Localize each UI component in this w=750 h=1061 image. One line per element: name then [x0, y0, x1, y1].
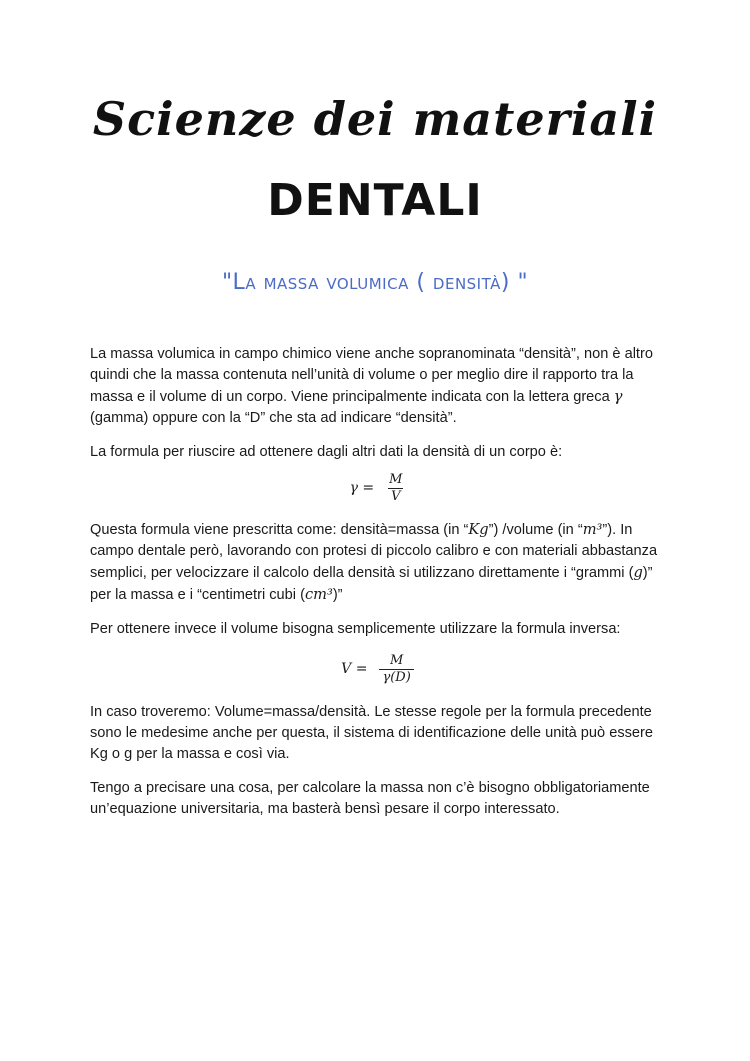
paragraph-volume: In caso troveremo: Volume=massa/densità. Le stesse regole per la formula precedente sono le medesime anche per questa, il sistema di identificazione delle unità può essere Kg o g per la massa e così via.: [90, 704, 653, 762]
title-line-1: Scienze dei materiali: [92, 92, 658, 146]
formula2-numerator: M: [389, 653, 404, 668]
formula2-fraction: [379, 653, 413, 686]
formula-lhs: γ =: [349, 480, 375, 496]
title-line-2: DENTALI: [267, 175, 483, 226]
volume-formula: [90, 653, 665, 686]
formula-denominator: V: [388, 488, 403, 505]
units-text-1: Questa formula viene prescritta come: densità=massa (in “: [90, 522, 469, 538]
document-body: [90, 344, 665, 833]
gamma-symbol: γ: [613, 388, 623, 405]
unit-cm3: cm³: [304, 586, 333, 603]
formula-fraction: [386, 472, 405, 505]
intro-text-end: (gamma) oppure con la “D” che sta ad indicare “densità”.: [90, 410, 457, 426]
paragraph-inverse-intro: Per ottenere invece il volume bisogna semplicemente utilizzare la formula inversa:: [90, 621, 621, 637]
unit-kg: Kg: [468, 521, 489, 538]
paragraph-mass-note: Tengo a precisare una cosa, per calcolare la massa non c’è bisogno obbligatoriamente un’equazione universitaria, ma basterà bensì pesare il corpo interessato.: [90, 780, 650, 817]
units-text-2: ”) /volume (in “: [488, 522, 583, 538]
paragraph-intro: [90, 344, 665, 429]
intro-text: La massa volumica in campo chimico viene anche sopranominata “densità”, non è altro quindi che la massa contenuta nell’unità di volume o per meglio dire il rapporto tra la massa e il volume di un corpo. Viene principalmente indicata con la lettera greca: [90, 346, 653, 405]
subtitle: "La massa volumica ( densità) ": [221, 270, 529, 295]
formula-numerator: M: [389, 472, 403, 487]
formula2-denominator: γ(D): [379, 669, 413, 686]
units-text-5: )”: [332, 587, 343, 603]
units-text-3: ”). In campo dentale però, lavorando con protesi di piccolo calibro e con materiali abbastanza semplici, per velocizzare il calcolo della densità si utilizzano direttamente i “grammi (: [90, 522, 658, 581]
density-formula: [90, 472, 665, 505]
unit-g: g: [633, 564, 643, 581]
formula2-lhs: V =: [341, 661, 368, 677]
paragraph-units: [90, 519, 665, 606]
unit-m3: m³: [582, 521, 603, 538]
units-text-4: )” per la massa e i “centimetri cubi (: [90, 565, 653, 603]
paragraph-formula-intro: La formula per riuscire ad ottenere dagli altri dati la densità di un corpo è:: [90, 444, 563, 460]
